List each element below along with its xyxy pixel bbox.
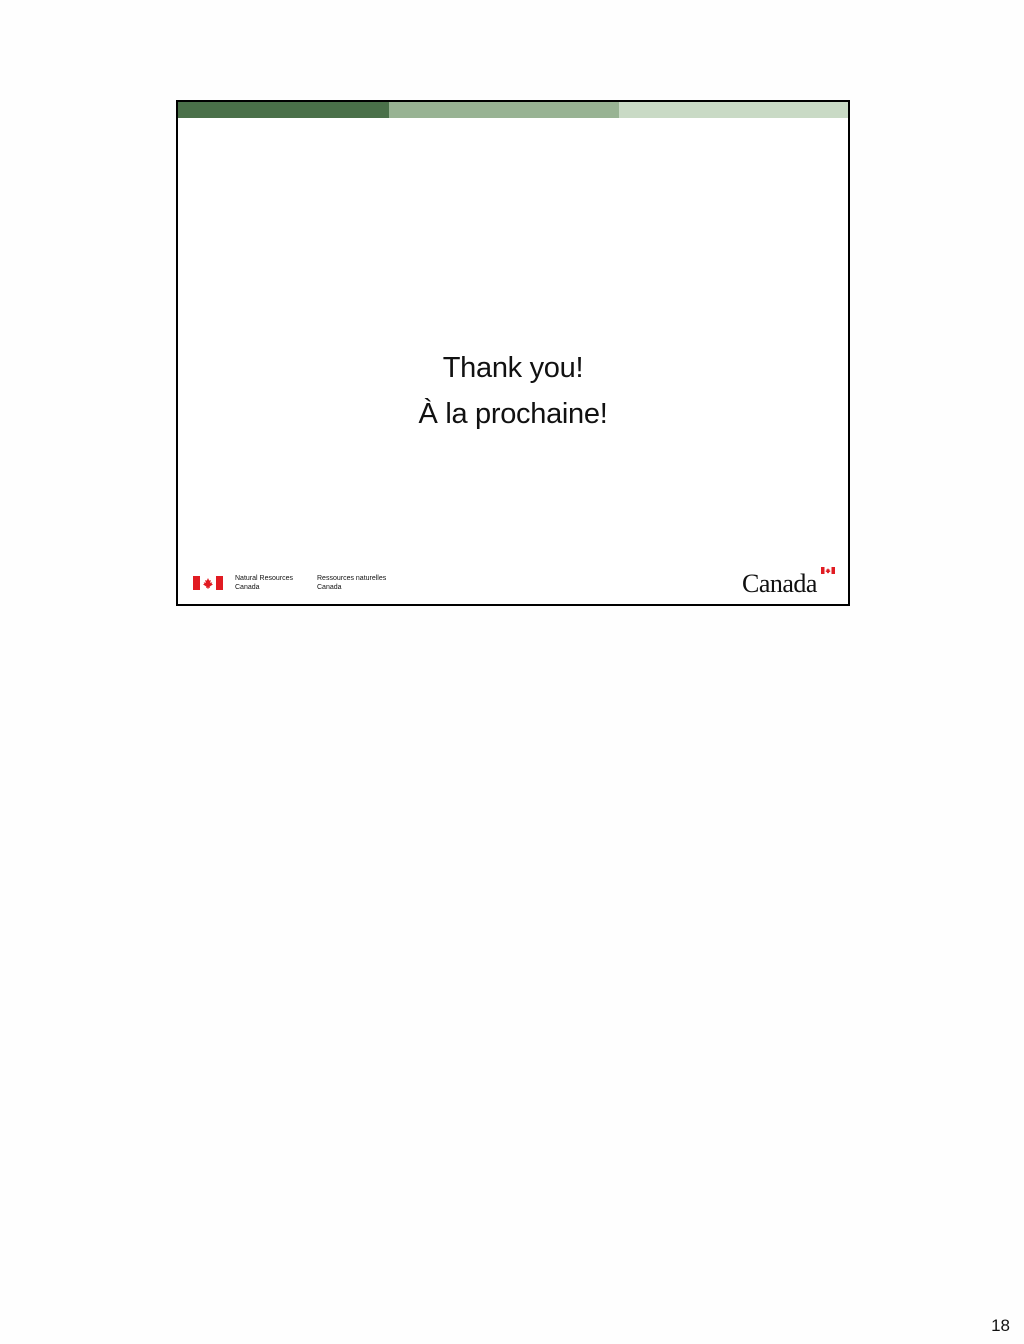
- message-line-french: À la prochaine!: [418, 398, 608, 430]
- department-name-english: [235, 574, 305, 592]
- department-signature: [193, 574, 387, 596]
- message-line-english: Thank you!: [442, 352, 584, 384]
- dept-fr-line1: Ressources naturelles: [317, 575, 387, 582]
- header-bar-dark-segment: [178, 102, 389, 118]
- slide: [176, 100, 850, 606]
- canada-wordmark: [742, 567, 836, 597]
- canada-wordmark-text: Canada: [742, 569, 817, 598]
- slide-header-bar: [178, 102, 848, 118]
- dept-fr-line2: Canada: [317, 584, 342, 591]
- dept-en-line2: Canada: [235, 584, 260, 591]
- header-bar-light-segment: [619, 102, 848, 118]
- page-number: 18: [991, 1316, 1010, 1335]
- department-name-french: [317, 574, 387, 592]
- dept-en-line1: Natural Resources: [235, 575, 293, 582]
- canada-flag-icon: [193, 576, 223, 590]
- wordmark-flag-icon: [821, 567, 835, 574]
- header-bar-mid-segment: [389, 102, 619, 118]
- closing-message: [178, 345, 848, 437]
